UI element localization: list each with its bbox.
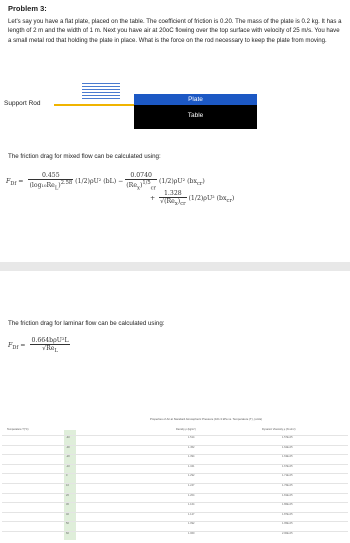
table-cell-viscosity: 1.71E-05 xyxy=(282,474,293,478)
term2-factor: (1/2)ρU² $(bx_{cr})$ xyxy=(159,178,205,188)
table-header-temperature: Temperature T(°C) xyxy=(7,428,29,431)
table-cell-temperature: 10 xyxy=(66,484,69,487)
airflow-line xyxy=(82,86,120,87)
table-cell-viscosity: 1.63E-05 xyxy=(282,455,293,459)
airflow-line xyxy=(82,98,120,99)
mixed-flow-equation-line2 xyxy=(150,190,234,207)
table-row-divider xyxy=(2,454,348,455)
table-cell-density: 1.292 xyxy=(188,474,195,478)
term3-fraction: $\frac{1.328}{√(Re_x)_{cr}}$ xyxy=(160,190,186,208)
table-block: Table xyxy=(134,105,257,129)
lhs: $F_{Df}$ = xyxy=(6,178,24,188)
table-row-divider xyxy=(2,483,348,484)
airflow-line xyxy=(82,89,120,90)
table-row-divider xyxy=(2,493,348,494)
problem-text: Let's say you have a flat plate, placed on the table. The coefficient of friction is 0.20. The mass of the plate is 0.2 kg. It has a length of 2 m and the width of 1 m. Next you have air at 20oC flowing over the top surface with velocity of 25 m/s. You have a small metal rod that holding the plate in place. What is the force on the rod necessary to keep the plate from moving. xyxy=(8,18,342,44)
airflow-line xyxy=(82,83,120,84)
table-cell-density: 1.514 xyxy=(188,436,195,439)
airflow-line xyxy=(82,95,120,96)
table-row-divider xyxy=(2,521,348,522)
table-cell-temperature: 50 xyxy=(66,522,69,526)
table-cell-density: 1.127 xyxy=(188,512,195,516)
table-cell-temperature: 40 xyxy=(66,512,69,516)
table-cell-temperature: -40 xyxy=(66,436,70,439)
support-rod xyxy=(54,104,134,106)
laminar-flow-heading: The friction drag for laminar flow can be calculated using: xyxy=(8,320,165,327)
table-cell-density: 1.247 xyxy=(188,484,195,487)
table-cell-density: 1.452 xyxy=(188,445,195,449)
table-cell-density: 1.341 xyxy=(188,464,195,468)
table-cell-viscosity: 1.86E-05 xyxy=(282,503,293,507)
table-cell-temperature: 0 xyxy=(66,474,68,478)
table-row-divider xyxy=(2,531,348,532)
table-cell-viscosity: 1.57E-05 xyxy=(282,436,293,439)
table-cell-temperature: 60 xyxy=(66,532,69,535)
table-row-divider xyxy=(2,512,348,513)
table-header-density: Density ρ (kg/m³) xyxy=(176,428,196,431)
table-cell-viscosity: 1.95E-05 xyxy=(282,522,293,526)
table-caption: Properties of Air at Standard Atmospheric Pressure (101.3 kPa vs. Temperature (T), (units) xyxy=(150,417,263,421)
support-rod-label: Support Rod xyxy=(4,100,41,107)
airflow-line xyxy=(82,92,120,93)
table-cell-temperature: 30 xyxy=(66,503,69,507)
table-cell-temperature: 20 xyxy=(66,493,69,497)
table-cell-density: 1.394 xyxy=(188,455,195,459)
mixed-flow-heading: The friction drag for mixed flow can be calculated using: xyxy=(8,153,161,160)
table-cell-temperature: -10 xyxy=(66,464,70,468)
plate-block: Plate xyxy=(134,94,257,105)
table-row-divider xyxy=(2,435,348,436)
table-cell-viscosity: 1.87E-05 xyxy=(282,512,293,516)
table-header-viscosity: Dynamic Viscosity μ (N·s/m²) xyxy=(262,428,296,431)
table-cell-density: 1.204 xyxy=(188,493,195,497)
table-row-divider xyxy=(2,445,348,446)
table-cell-viscosity: 2.00E-05 xyxy=(282,532,293,535)
section-divider xyxy=(0,262,350,271)
laminar-flow-equation xyxy=(8,337,70,354)
table-cell-temperature: -20 xyxy=(66,455,70,459)
table-cell-viscosity: 1.76E-05 xyxy=(282,484,293,487)
table-cell-viscosity: 1.67E-05 xyxy=(282,464,293,468)
term1-fraction: $\frac{0.455}{(\log_{10}Re_L)^{2.58}}$ xyxy=(29,172,73,192)
plus-sign: + xyxy=(150,195,156,203)
table-cell-viscosity: 1.81E-05 xyxy=(282,493,293,497)
table-row-divider xyxy=(2,502,348,503)
table-cell-density: 1.092 xyxy=(188,522,195,526)
table-cell-density: 1.060 xyxy=(188,532,195,535)
table-cell-temperature: -30 xyxy=(66,445,70,449)
table-row-divider xyxy=(2,473,348,474)
table-row-divider xyxy=(2,464,348,465)
mixed-flow-equation-line1 xyxy=(6,172,205,191)
lhs: $F_{Df}$ = xyxy=(8,342,26,352)
laminar-fraction: $\frac{\text{0.664bρU²L}}{√Re_L}$ xyxy=(31,337,69,355)
term1-factor: (1/2)ρU² (bL) − xyxy=(75,178,124,186)
problem-title: Problem 3: xyxy=(8,4,47,13)
table-cell-density: 1.164 xyxy=(188,503,195,507)
table-cell-viscosity: 1.62E-05 xyxy=(282,445,293,449)
term2-fraction: $\frac{0.0740}{(Re_x)^{1/5}_{cr}}$ xyxy=(126,172,157,192)
term3-factor: (1/2)ρU² $(bx_{cr})$ xyxy=(188,195,235,205)
